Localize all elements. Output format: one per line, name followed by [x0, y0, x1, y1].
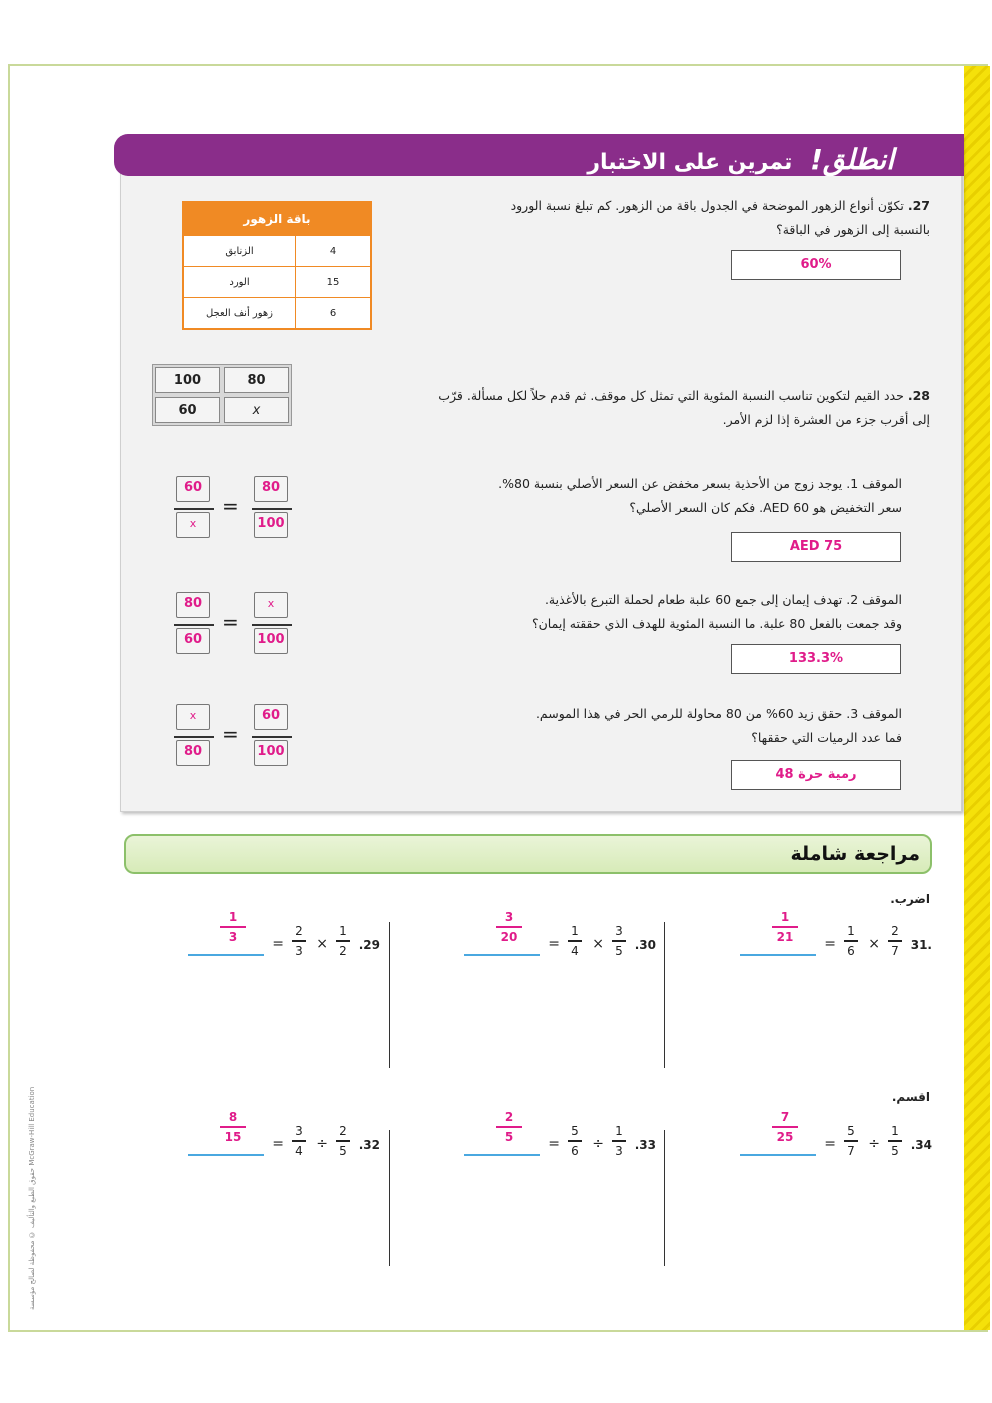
fraction-bar — [888, 940, 902, 942]
fraction-bar — [174, 508, 214, 510]
fraction-bar — [568, 1140, 582, 1142]
title-text: تمرين على الاختبار — [587, 150, 793, 175]
problem-number: .29 — [358, 938, 380, 952]
answer-fraction[interactable] — [772, 910, 798, 944]
situation-1: الموقف 1. يوجد زوج من الأحذية بسعر مخفض عن السعر الأصلي بنسبة 80%. سعر التخفيض هو 60 AED. فكم كان السعر الأصلي؟ — [498, 476, 902, 515]
equals-sign: = — [272, 936, 284, 952]
denominator: 21 — [776, 929, 794, 944]
equals-sign: = — [548, 1136, 560, 1152]
divide-sign: ÷ — [592, 1136, 604, 1152]
fraction-bar — [772, 926, 798, 928]
test-practice-header — [114, 134, 964, 176]
fraction-problem — [406, 1110, 656, 1178]
problem-number: .34 — [910, 1138, 932, 1152]
numerator: 1 — [891, 1124, 899, 1138]
numerator: 1 — [780, 910, 790, 924]
fraction-problem — [130, 1110, 380, 1178]
situation-2: الموقف 2. تهدف إيمان إلى جمع 60 علبة طعام لحملة التبرع بالأغذية. وقد جمعت بالفعل 80 علبة. ما النسبة المئوية للهدف الذي حققته إيمان؟ — [531, 592, 902, 631]
answer-line[interactable] — [740, 1154, 816, 1156]
numerator: 2 — [295, 924, 303, 938]
fraction-bar — [888, 1140, 902, 1142]
answer-situation-3[interactable]: 48 رمية حرة — [731, 760, 901, 790]
numerator: 3 — [504, 910, 514, 924]
fraction-bar — [174, 624, 214, 626]
numerator: 5 — [571, 1124, 579, 1138]
denominator: 6 — [847, 943, 855, 958]
table-row: زهور أنف العجل 6 — [183, 298, 371, 330]
equals-sign: = — [222, 610, 239, 634]
column-divider — [664, 1130, 665, 1266]
fraction-bar — [612, 1140, 626, 1142]
fraction — [336, 924, 350, 958]
numerator: 7 — [780, 1110, 790, 1124]
divide-instruction: اقسم. — [891, 1090, 930, 1104]
fraction — [292, 924, 306, 958]
problem-number: .33 — [634, 1138, 656, 1152]
fraction — [888, 1124, 902, 1158]
fraction-tile[interactable]: 60 — [176, 476, 210, 502]
fraction — [568, 1124, 582, 1158]
section-title — [587, 143, 894, 176]
numerator: 1 — [571, 924, 579, 938]
answer-line[interactable] — [464, 1154, 540, 1156]
numerator: 5 — [847, 1124, 855, 1138]
fraction-tile[interactable]: 80 — [176, 740, 210, 766]
denominator: 15 — [224, 1129, 242, 1144]
column-divider — [389, 922, 390, 1068]
answer-line[interactable] — [188, 1154, 264, 1156]
denominator: 20 — [500, 929, 518, 944]
multiply-sign: × — [868, 936, 880, 952]
fraction-bar — [496, 1126, 522, 1128]
denominator: 7 — [847, 1143, 855, 1158]
problem-number: .32 — [358, 1138, 380, 1152]
equals-sign: = — [824, 936, 836, 952]
answer-fraction[interactable] — [220, 910, 246, 944]
fraction-tile[interactable]: 80 — [254, 476, 288, 502]
denominator: 5 — [504, 1129, 514, 1144]
denominator: 5 — [339, 1143, 347, 1158]
equals-sign: = — [824, 1136, 836, 1152]
go-label: انطلق! — [810, 143, 894, 176]
numerator: 3 — [295, 1124, 303, 1138]
fraction — [888, 924, 902, 958]
numerator: 2 — [504, 1110, 514, 1124]
fraction-bar — [220, 926, 246, 928]
fraction-bar — [336, 1140, 350, 1142]
fraction-problem — [682, 1110, 932, 1178]
fraction-bar — [568, 940, 582, 942]
divide-sign: ÷ — [316, 1136, 328, 1152]
table-row: الورد 15 — [183, 267, 371, 298]
fraction-bar — [336, 940, 350, 942]
fraction-tile[interactable]: 100 — [254, 512, 288, 538]
numerator: 1 — [615, 1124, 623, 1138]
situation-3: الموقف 3. حقق زيد 60% من 80 محاولة للرمي الحر في هذا الموسم. فما عدد الرميات التي حققها؟ — [535, 706, 902, 745]
column-divider — [389, 1130, 390, 1266]
denominator: 3 — [228, 929, 238, 944]
fraction — [292, 1124, 306, 1158]
divide-sign: ÷ — [868, 1136, 880, 1152]
fraction-bar — [174, 736, 214, 738]
fraction-problem — [130, 910, 380, 978]
denominator: 25 — [776, 1129, 794, 1144]
fraction-tile[interactable]: 80 — [176, 592, 210, 618]
denominator: 5 — [891, 1143, 899, 1158]
fraction-tile[interactable]: x — [176, 512, 210, 538]
fraction — [612, 1124, 626, 1158]
page-edge-stripe — [964, 66, 990, 1330]
denominator: 7 — [891, 943, 899, 958]
equals-sign: = — [222, 722, 239, 746]
denominator: 4 — [295, 1143, 303, 1158]
table-row: الزنابق 4 — [183, 236, 371, 267]
numerator: 1 — [339, 924, 347, 938]
grid-value: 100 — [155, 367, 220, 393]
answer-situation-2[interactable]: 133.3% — [731, 644, 901, 674]
review-title: مراجعة شاملة — [790, 843, 920, 865]
problem-number: .30 — [634, 938, 656, 952]
grid-value: 80 — [224, 367, 289, 393]
equals-sign: = — [548, 936, 560, 952]
answer-line[interactable] — [464, 954, 540, 956]
proportion-1 — [174, 476, 294, 546]
fraction-tile[interactable]: 60 — [176, 628, 210, 654]
fraction — [612, 924, 626, 958]
fraction — [844, 924, 858, 958]
value-grid — [152, 364, 292, 426]
fraction-bar — [252, 736, 292, 738]
denominator: 3 — [615, 1143, 623, 1158]
proportion-2 — [174, 592, 294, 662]
copyright-credit: حقوق الطبع والتأليف © محفوظة لصالح مؤسسة McGraw-Hill Education — [28, 1086, 36, 1310]
question-27: 27. تكوّن أنواع الزهور الموضحة في الجدول باقة من الزهور. كم تبلغ نسبة الورود بالنسبة إلى الزهور في الباقة؟ — [510, 198, 930, 237]
numerator: 2 — [891, 924, 899, 938]
column-divider — [664, 922, 665, 1068]
answer-fraction[interactable] — [772, 1110, 798, 1144]
fraction-problem — [406, 910, 656, 978]
equals-sign: = — [222, 494, 239, 518]
fraction-bar — [220, 1126, 246, 1128]
fraction-bar — [292, 1140, 306, 1142]
proportion-3 — [174, 704, 294, 774]
fraction-bar — [252, 508, 292, 510]
fraction-tile[interactable]: x — [254, 592, 288, 618]
multiply-sign: × — [316, 936, 328, 952]
answer-line[interactable] — [188, 954, 264, 956]
denominator: 5 — [615, 943, 623, 958]
question-28: 28. حدد القيم لتكوين تناسب النسبة المئوية التي تمثل كل موقف. ثم قدم حلاً لكل مسألة. قرّب إلى أقرب جزء من العشرة إذا لزم الأمر. — [438, 388, 930, 427]
fraction-bar — [772, 1126, 798, 1128]
fraction-bar — [844, 1140, 858, 1142]
fraction — [844, 1124, 858, 1158]
answer-27[interactable]: 60% — [731, 250, 901, 280]
answer-fraction[interactable] — [496, 910, 522, 944]
multiply-instruction: اضرب. — [890, 892, 930, 906]
review-header — [124, 834, 932, 874]
fraction-tile[interactable]: x — [176, 704, 210, 730]
numerator: 8 — [228, 1110, 238, 1124]
numerator: 3 — [615, 924, 623, 938]
fraction-problem — [682, 910, 932, 978]
grid-variable: x — [224, 397, 289, 423]
fraction-bar — [612, 940, 626, 942]
fraction-bar — [292, 940, 306, 942]
fraction-tile[interactable]: 100 — [254, 628, 288, 654]
grid-value: 60 — [155, 397, 220, 423]
numerator: 1 — [847, 924, 855, 938]
fraction — [336, 1124, 350, 1158]
numerator: 1 — [228, 910, 238, 924]
fraction — [568, 924, 582, 958]
table-title: باقة الزهور — [183, 202, 371, 236]
answer-fraction[interactable] — [220, 1110, 246, 1144]
fraction-bar — [844, 940, 858, 942]
fraction-tile[interactable]: 100 — [254, 740, 288, 766]
denominator: 3 — [295, 943, 303, 958]
numerator: 2 — [339, 1124, 347, 1138]
fraction-bar — [252, 624, 292, 626]
fraction-bar — [496, 926, 522, 928]
problem-number: 31. — [910, 938, 932, 952]
flower-bouquet-table — [182, 201, 372, 330]
denominator: 4 — [571, 943, 579, 958]
denominator: 6 — [571, 1143, 579, 1158]
equals-sign: = — [272, 1136, 284, 1152]
denominator: 2 — [339, 943, 347, 958]
answer-fraction[interactable] — [496, 1110, 522, 1144]
fraction-tile[interactable]: 60 — [254, 704, 288, 730]
answer-situation-1[interactable]: AED 75 — [731, 532, 901, 562]
multiply-sign: × — [592, 936, 604, 952]
answer-line[interactable] — [740, 954, 816, 956]
